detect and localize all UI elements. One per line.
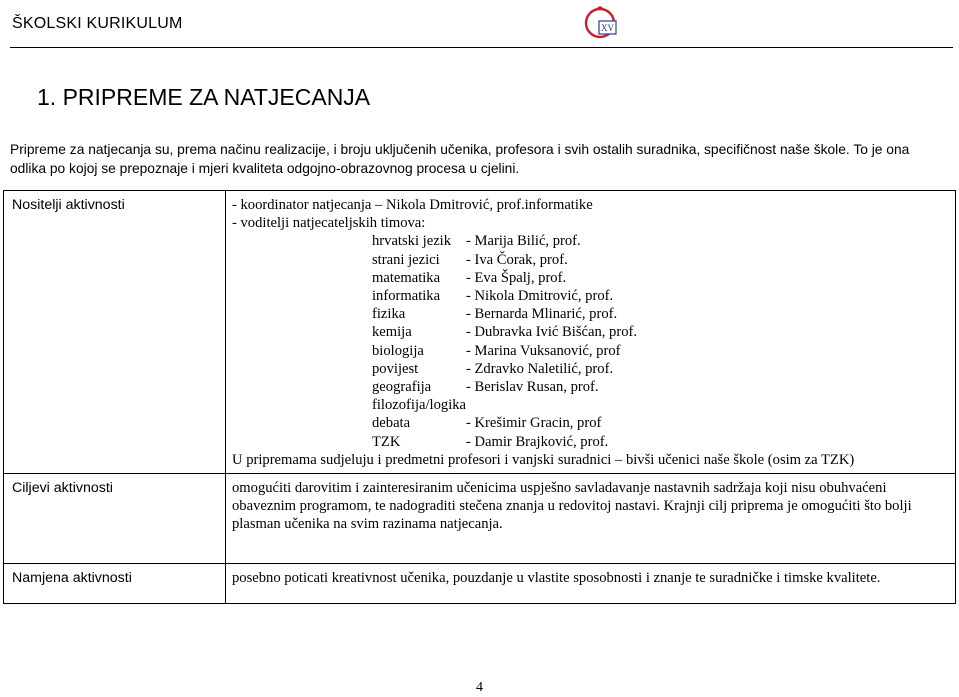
team-leader: - Krešimir Gracin, prof: [466, 415, 602, 432]
team-item: [372, 251, 951, 269]
team-subject: geografija: [372, 379, 432, 396]
team-item: [372, 323, 951, 341]
participants-note: U pripremama sudjeluju i predmetni profesori i vanjski suradnici – bivši učenici naše škole (osim za TZK): [232, 451, 855, 468]
team-leader: - Nikola Dmitrović, prof.: [466, 288, 614, 305]
page-number: 4: [476, 680, 483, 695]
team-item: [372, 378, 951, 396]
row-content-namjena: posebno poticati kreativnost učenika, pouzdanje u vlastite sposobnosti i znanje te suradničke i timske kvalitete.: [226, 564, 956, 604]
team-item: [372, 269, 951, 287]
document-header-title: ŠKOLSKI KURIKULUM: [12, 15, 183, 32]
team-subject: biologija: [372, 342, 424, 359]
section-heading: 1. PRIPREME ZA NATJECANJA: [37, 84, 371, 110]
row-content-ciljevi: omogućiti darovitim i zainteresiranim učenicima uspješno savladavanje nastavnih sadržaja koji nisu obuhvaćeni obaveznim programom, te nadograditi stečena znanja u redovitoj nastavi. Krajnji cilj priprema je omogućiti što bolji plasman učenika na svim razinama natjecanja.: [226, 474, 956, 564]
row-content-nositelji: [226, 191, 956, 474]
team-leader: - Dubravka Ivić Bišćan, prof.: [466, 324, 638, 341]
team-leader: - Marija Bilić, prof.: [466, 233, 581, 250]
team-item: [372, 396, 951, 414]
team-subject: fizika: [372, 306, 406, 323]
team-subject: filozofija/logika: [372, 397, 467, 414]
activity-table: [3, 190, 956, 604]
header-divider: [10, 47, 953, 48]
logo-lettering: XV: [601, 23, 614, 33]
team-item: [372, 433, 951, 451]
team-subject: povijest: [372, 360, 419, 377]
team-leader: - Iva Čorak, prof.: [466, 251, 568, 268]
team-leader: - Bernarda Mlinarić, prof.: [466, 306, 618, 323]
team-leader: - Marina Vuksanović, prof: [466, 342, 621, 359]
intro-paragraph: Pripreme za natjecanja su, prema načinu realizacije, i broju uključenih učenika, profesora i svih ostalih suradnika, specifičnost naše škole. To je ona odlika po kojoj se prepoznaje i mjeri kvaliteta odgojno-obrazovnog procesa u cjelini.: [10, 142, 910, 176]
team-subject: debata: [372, 415, 411, 432]
team-item: [372, 360, 951, 378]
team-item: [372, 342, 951, 360]
team-leader: - Zdravko Naletilić, prof.: [466, 360, 614, 377]
team-subject: strani jezici: [372, 251, 440, 268]
team-item: [372, 232, 951, 250]
school-logo: [582, 4, 622, 44]
team-leader: - Eva Špalj, prof.: [466, 269, 567, 286]
team-item: [372, 287, 951, 305]
team-list: [372, 232, 951, 450]
team-subject: matematika: [372, 269, 441, 286]
table-row-nositelji: [4, 191, 956, 474]
row-label-nositelji: Nositelji aktivnosti: [4, 191, 226, 474]
team-subject: kemija: [372, 324, 412, 341]
coordinator-line: - koordinator natjecanja – Nikola Dmitrović, prof.informatike: [232, 197, 593, 213]
table-row-ciljevi: [4, 474, 956, 564]
table-row-namjena: [4, 564, 956, 604]
team-leaders-intro: - voditelji natjecateljskih timova:: [232, 215, 426, 232]
team-item: [372, 305, 951, 323]
row-label-ciljevi: Ciljevi aktivnosti: [4, 474, 226, 564]
team-item: [372, 414, 951, 432]
team-subject: hrvatski jezik: [372, 233, 452, 250]
row-label-namjena: Namjena aktivnosti: [4, 564, 226, 604]
team-subject: TZK: [372, 433, 401, 450]
team-subject: informatika: [372, 288, 441, 305]
team-leader: - Berislav Rusan, prof.: [466, 379, 599, 396]
team-leader: - Damir Brajković, prof.: [466, 433, 609, 450]
